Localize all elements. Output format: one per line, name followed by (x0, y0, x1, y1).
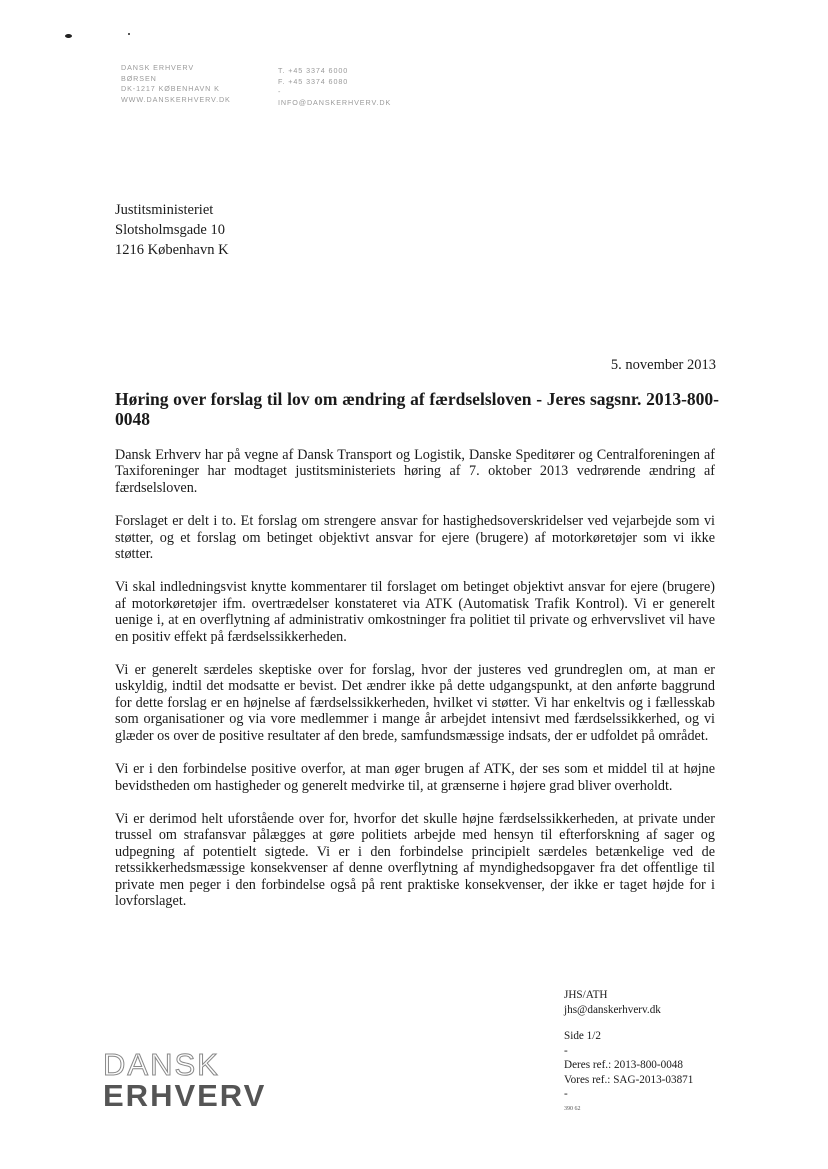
letter-subject: Høring over forslag til lov om ændring af færdselsloven - Jeres sagsnr. 2013-800-0048 (115, 389, 719, 429)
letterhead-email: INFO@DANSKERHVERV.DK (278, 97, 392, 107)
letterhead-phone: T. +45 3374 6000 (278, 66, 349, 75)
letterhead-line: BØRSEN (121, 73, 157, 83)
letterhead-fax: F. +45 3374 6080 (278, 76, 349, 86)
footer-dash: - (564, 1044, 568, 1057)
sender-email: jhs@danskerhverv.dk (564, 1003, 661, 1016)
vores-ref: Vores ref.: SAG-2013-03871 (564, 1073, 694, 1086)
body-paragraph: Forslaget er delt i to. Et forslag om strengere ansvar for hastighedsoverskridelser ved vejarbejde som vi støtter, og et forslag om betinget objektivt ansvar for ejere (brugere) af motorkøretøjer som vi ikke støtter. (115, 513, 715, 563)
letterhead-dash: - (278, 87, 282, 97)
recipient-line: Slotsholmsgade 10 (115, 222, 225, 238)
body-paragraph: Vi er generelt særdeles skeptiske over for forslag, hvor der justeres ved grundreglen om, at man er uskyldig, indtil det modsatte er bevist. Det ændrer ikke på dette udgangspunkt, at den anførte baggrund for dette forslag er en højnelse af færdselssikkerheden, hvilket vi støtter. Vi har enkeltvis og i fællesskab som organisationer og via vore medlemmer i mange år arbejdet intensivt med færdselssikkerhed, og vi glæder os over de positive resultater af den brede, samfundsmæssige indsats, der er udfoldet på området. (115, 662, 715, 744)
letter-date: 5. november 2013 (610, 357, 716, 373)
letterhead-address (121, 63, 231, 105)
letterhead-line: DANSK ERHVERV (121, 63, 195, 72)
recipient-address (115, 200, 229, 260)
letterhead-contact (278, 66, 391, 108)
footer-info (564, 988, 693, 1116)
body-paragraph: Dansk Erhverv har på vegne af Dansk Transport og Logistik, Danske Speditører og Centralforeningen af Taxiforeninger har modtaget justitsministeriets høring af 7. oktober 2013 vedrørende ændring af færdselsloven. (115, 447, 715, 496)
dansk-erhverv-logo (103, 1047, 267, 1113)
recipient-line: 1216 København K (115, 242, 229, 258)
sender-initials: JHS/ATH (564, 989, 608, 1001)
letter-body (115, 447, 715, 926)
document-code: 390 62 (564, 1105, 581, 1112)
scan-mark (65, 34, 72, 38)
letterhead-line: DK-1217 KØBENHAVN K (121, 84, 220, 94)
letterhead-line: WWW.DANSKERHVERV.DK (121, 94, 231, 104)
logo-top-text: DANSK (103, 1047, 220, 1082)
logo-bottom-text: ERHVERV (103, 1078, 267, 1113)
body-paragraph: Vi er i den forbindelse positive overfor, at man øger brugen af ATK, der ses som et middel til at højne bevidstheden om hastigheder og generelt medvirke til, at grænserne i højere grad bliver overholdt. (115, 761, 715, 794)
footer-dash: - (564, 1088, 568, 1100)
recipient-line: Justitsministeriet (115, 202, 214, 218)
deres-ref: Deres ref.: 2013-800-0048 (564, 1059, 683, 1071)
scan-mark (128, 33, 130, 35)
body-paragraph: Vi er derimod helt uforstående over for, hvorfor det skulle højne færdselssikkerheden, at private under trussel om strafansvar pålægges at gøre politiets arbejde med hensyn til efterforskning af sager og udpegning af potentielt sigtede. Vi er i den forbindelse principielt særdeles betænkelige ved de retssikkerhedsmæssige konsekvenser af denne overflytning af myndighedsopgaver fra det offentlige til private men peger i den forbindelse også på rent praktiske konsekvenser, der ikke er taget højde for i lovforslaget. (115, 810, 715, 909)
body-paragraph: Vi skal indledningsvist knytte kommentarer til forslaget om betinget objektivt ansvar for ejere (brugere) af motorkøretøjer ifm. overtrædelser konstateret via ATK (Automatisk Trafik Kontrol). Vi er generelt uenige i, at en overflytning af administrativ omkostninger fra politiet til private og erhvervslivet vil have en positiv effekt på færdselssikkerheden. (115, 579, 715, 645)
page-number: Side 1/2 (564, 1030, 601, 1042)
